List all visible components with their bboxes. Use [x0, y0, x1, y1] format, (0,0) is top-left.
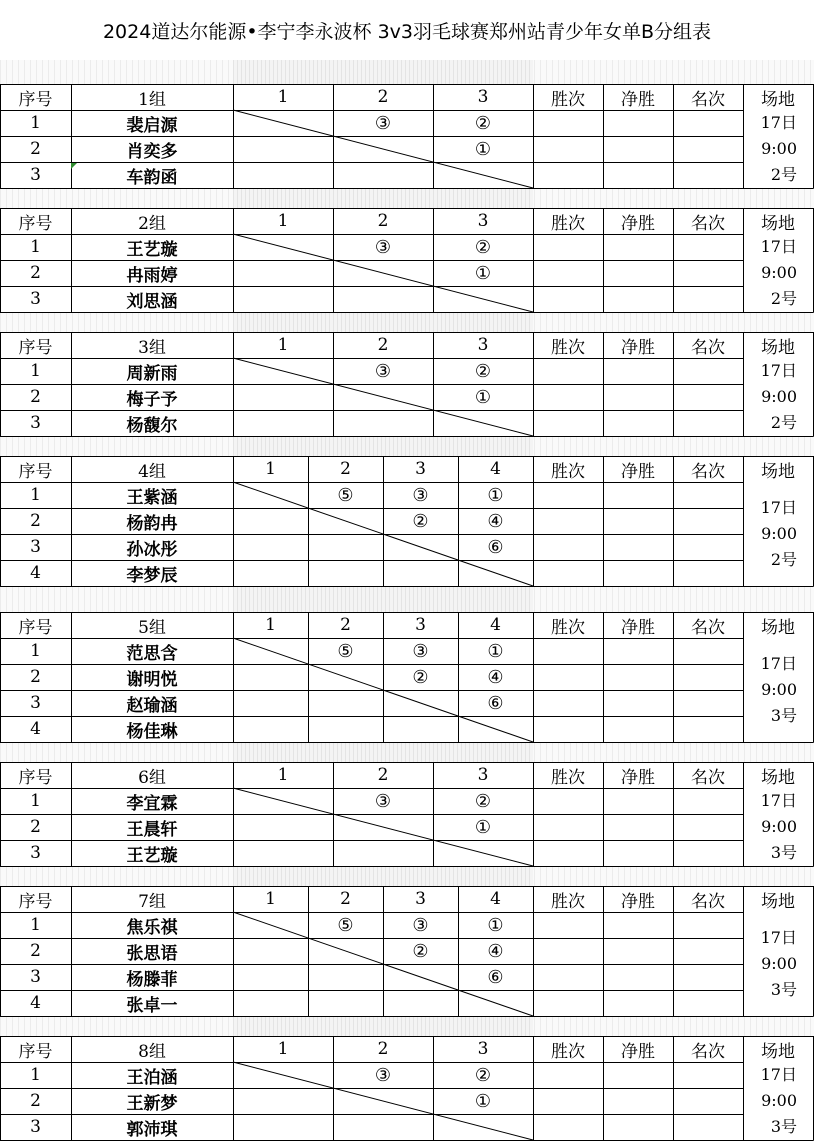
- header-rank: 名次: [691, 213, 725, 234]
- header-net: 净胜: [621, 337, 655, 358]
- header-col-1: 1: [277, 1039, 289, 1059]
- player-name: 焦乐祺: [126, 917, 178, 938]
- player-name: 赵瑜涵: [126, 695, 178, 716]
- group-label: 3组: [138, 337, 166, 358]
- header-venue: 场地: [761, 767, 795, 788]
- sheet-gap: [0, 867, 814, 886]
- header-col-3: 3: [477, 335, 489, 355]
- sheet-gap-mid: [233, 1017, 533, 1036]
- player-seq: 1: [30, 641, 41, 661]
- header-col-2: 2: [377, 765, 389, 785]
- match-order: ③: [412, 640, 429, 662]
- player-seq: 4: [30, 563, 41, 583]
- group-label: 7组: [138, 891, 166, 912]
- header-venue: 场地: [761, 213, 795, 234]
- match-order: ②: [474, 236, 492, 258]
- header-col-2: 2: [377, 335, 389, 355]
- header-net: 净胜: [621, 89, 655, 110]
- player-seq: 3: [30, 693, 41, 713]
- player-name: 刘思涵: [126, 291, 178, 312]
- venue-time: 9:00: [761, 817, 797, 836]
- match-order: ③: [374, 112, 392, 134]
- header-wins: 胜次: [551, 213, 585, 234]
- player-name: 范思含: [126, 643, 178, 664]
- group-table-8: [0, 1036, 814, 1141]
- player-name: 张思语: [126, 943, 178, 964]
- match-order: ④: [487, 666, 504, 688]
- header-seq: 序号: [18, 89, 53, 110]
- player-seq: 1: [30, 113, 41, 133]
- header-seq: 序号: [18, 213, 53, 234]
- header-rank: 名次: [691, 767, 725, 788]
- match-order: ⑤: [337, 914, 354, 936]
- header-rank: 名次: [691, 1041, 725, 1062]
- header-col-3: 3: [477, 1039, 489, 1059]
- venue-cell: [743, 788, 813, 866]
- player-seq: 1: [30, 915, 41, 935]
- header-col-1: 1: [277, 335, 289, 355]
- player-name: 裴启源: [126, 115, 178, 136]
- header-rank: 名次: [691, 337, 725, 358]
- match-order: ②: [474, 112, 492, 134]
- header-seq: 序号: [18, 1041, 53, 1062]
- group-table-4: [0, 456, 814, 587]
- header-venue: 场地: [761, 1041, 795, 1062]
- player-name: 杨滕菲: [126, 969, 178, 990]
- header-seq: 序号: [18, 767, 53, 788]
- sheet-gap-mid: [233, 60, 533, 84]
- match-order: ③: [412, 914, 429, 936]
- sheet-gap: [0, 313, 814, 332]
- player-seq: 3: [30, 537, 41, 557]
- header-wins: 胜次: [551, 1041, 585, 1062]
- sheet-gap: [0, 60, 814, 84]
- match-order: ②: [474, 1064, 492, 1086]
- player-name: 冉雨婷: [126, 265, 178, 286]
- sheet-gap-mid: [233, 437, 533, 456]
- match-order: ①: [474, 1090, 492, 1112]
- header-col-3: 3: [415, 615, 426, 635]
- header-rank: 名次: [691, 461, 725, 482]
- venue-time: 9:00: [761, 139, 797, 158]
- player-seq: 1: [30, 485, 41, 505]
- match-order: ①: [487, 484, 504, 506]
- venue-cell: [743, 234, 813, 312]
- match-order: ③: [374, 360, 392, 382]
- header-wins: 胜次: [551, 89, 585, 110]
- header-net: 净胜: [621, 213, 655, 234]
- player-seq: 2: [30, 667, 41, 687]
- header-col-2: 2: [340, 615, 351, 635]
- header-seq: 序号: [18, 337, 53, 358]
- group-table-3: [0, 332, 814, 437]
- header-wins: 胜次: [551, 617, 585, 638]
- player-name: 孙冰彤: [126, 539, 178, 560]
- header-col-4: 4: [490, 615, 501, 635]
- player-seq: 3: [30, 967, 41, 987]
- header-col-2: 2: [377, 1039, 389, 1059]
- player-name: 杨馥尔: [126, 415, 178, 436]
- header-seq: 序号: [18, 461, 53, 482]
- venue-time: 9:00: [761, 524, 797, 543]
- match-order: ④: [487, 510, 504, 532]
- player-name: 杨韵冉: [126, 513, 178, 534]
- match-order: ②: [474, 360, 492, 382]
- header-col-4: 4: [490, 459, 501, 479]
- venue-time: 9:00: [761, 954, 797, 973]
- player-seq: 2: [30, 941, 41, 961]
- venue-cell: [743, 1062, 813, 1140]
- player-name: 王艺璇: [126, 845, 178, 866]
- match-order: ②: [412, 940, 429, 962]
- header-venue: 场地: [761, 891, 795, 912]
- sheet-gap: [0, 1017, 814, 1036]
- player-seq: 3: [30, 165, 41, 185]
- player-name: 王紫涵: [126, 487, 178, 508]
- header-wins: 胜次: [551, 891, 585, 912]
- match-order: ③: [374, 236, 392, 258]
- group-label: 2组: [138, 213, 166, 234]
- group-table-7: [0, 886, 814, 1017]
- header-col-1: 1: [277, 211, 289, 231]
- match-order: ④: [487, 940, 504, 962]
- player-seq: 2: [30, 511, 41, 531]
- player-name: 杨佳琳: [126, 721, 178, 742]
- player-name: 李梦辰: [126, 565, 178, 586]
- venue-cell: [743, 638, 813, 742]
- sheet-gap: [0, 587, 814, 612]
- match-order: ③: [374, 1064, 392, 1086]
- player-seq: 1: [30, 361, 41, 381]
- group-label: 5组: [138, 617, 166, 638]
- player-name: 肖奕多: [126, 141, 178, 162]
- player-name: 李宜霖: [126, 793, 178, 814]
- header-col-3: 3: [477, 765, 489, 785]
- player-name: 王艺璇: [126, 239, 178, 260]
- venue-court: 3号: [770, 843, 797, 862]
- player-seq: 2: [30, 387, 41, 407]
- venue-court: 3号: [770, 1117, 797, 1136]
- venue-court: 2号: [770, 289, 797, 308]
- header-venue: 场地: [761, 89, 795, 110]
- player-seq: 3: [30, 413, 41, 433]
- header-seq: 序号: [18, 617, 53, 638]
- header-col-1: 1: [265, 889, 276, 909]
- player-name: 王泊涵: [126, 1067, 178, 1088]
- venue-cell: [743, 358, 813, 436]
- header-col-2: 2: [377, 211, 389, 231]
- header-net: 净胜: [621, 1041, 655, 1062]
- header-col-1: 1: [277, 765, 289, 785]
- page-title: 2024道达尔能源•李宁李永波杯 3v3羽毛球赛郑州站青少年女单B分组表: [102, 21, 712, 43]
- header-net: 净胜: [621, 891, 655, 912]
- player-seq: 4: [30, 719, 41, 739]
- header-venue: 场地: [761, 337, 795, 358]
- player-name: 谢明悦: [126, 669, 178, 690]
- header-wins: 胜次: [551, 461, 585, 482]
- match-order: ②: [412, 510, 429, 532]
- header-col-3: 3: [415, 459, 426, 479]
- venue-time: 9:00: [761, 263, 797, 282]
- header-rank: 名次: [691, 891, 725, 912]
- match-order: ③: [412, 484, 429, 506]
- player-seq: 2: [30, 139, 41, 159]
- venue-day: 17日: [760, 791, 797, 810]
- header-col-3: 3: [415, 889, 426, 909]
- venue-day: 17日: [760, 1065, 797, 1084]
- venue-day: 17日: [760, 113, 797, 132]
- venue-cell: [743, 482, 813, 586]
- group-label: 6组: [138, 767, 166, 788]
- match-order: ①: [487, 914, 504, 936]
- match-order: ⑥: [487, 966, 504, 988]
- sheet-gap-mid: [233, 743, 533, 762]
- header-seq: 序号: [18, 891, 53, 912]
- venue-court: 2号: [770, 550, 797, 569]
- cell-comment-marker: [71, 163, 77, 169]
- player-seq: 4: [30, 993, 41, 1013]
- match-order: ⑥: [487, 692, 504, 714]
- venue-time: 9:00: [761, 1091, 797, 1110]
- venue-day: 17日: [760, 654, 797, 673]
- header-net: 净胜: [621, 617, 655, 638]
- group-label: 8组: [138, 1041, 166, 1062]
- player-name: 王晨轩: [126, 819, 178, 840]
- match-order: ①: [474, 386, 492, 408]
- player-seq: 2: [30, 1091, 41, 1111]
- sheet-gap-mid: [233, 189, 533, 208]
- venue-court: 3号: [770, 980, 797, 999]
- sheet-gap-mid: [233, 587, 533, 612]
- group-table-1: [0, 84, 814, 189]
- header-col-3: 3: [477, 211, 489, 231]
- sheet-gap: [0, 189, 814, 208]
- match-order: ⑤: [337, 484, 354, 506]
- player-name: 张卓一: [126, 995, 178, 1016]
- venue-cell: [743, 912, 813, 1016]
- header-venue: 场地: [761, 617, 795, 638]
- header-wins: 胜次: [551, 767, 585, 788]
- venue-day: 17日: [760, 498, 797, 517]
- match-order: ①: [474, 262, 492, 284]
- match-order: ⑤: [337, 640, 354, 662]
- player-seq: 2: [30, 817, 41, 837]
- sheet-gap: [0, 437, 814, 456]
- venue-cell: [743, 110, 813, 188]
- group-table-6: [0, 762, 814, 867]
- match-order: ③: [374, 790, 392, 812]
- header-col-1: 1: [265, 615, 276, 635]
- group-label: 1组: [138, 89, 166, 110]
- header-col-1: 1: [277, 87, 289, 107]
- venue-time: 9:00: [761, 680, 797, 699]
- header-wins: 胜次: [551, 337, 585, 358]
- venue-day: 17日: [760, 361, 797, 380]
- venue-court: 2号: [770, 165, 797, 184]
- header-col-2: 2: [340, 889, 351, 909]
- venue-day: 17日: [760, 928, 797, 947]
- group-label: 4组: [138, 461, 166, 482]
- header-col-2: 2: [377, 87, 389, 107]
- match-order: ①: [474, 138, 492, 160]
- header-col-3: 3: [477, 87, 489, 107]
- player-seq: 1: [30, 237, 41, 257]
- match-order: ②: [412, 666, 429, 688]
- venue-court: 2号: [770, 413, 797, 432]
- header-venue: 场地: [761, 461, 795, 482]
- sheet-gap-mid: [233, 867, 533, 886]
- header-col-4: 4: [490, 889, 501, 909]
- player-seq: 2: [30, 263, 41, 283]
- match-order: ⑥: [487, 536, 504, 558]
- venue-time: 9:00: [761, 387, 797, 406]
- header-col-2: 2: [340, 459, 351, 479]
- match-order: ①: [474, 816, 492, 838]
- sheet-gap-mid: [233, 313, 533, 332]
- header-net: 净胜: [621, 767, 655, 788]
- player-seq: 1: [30, 791, 41, 811]
- player-name: 周新雨: [126, 363, 178, 384]
- group-table-5: [0, 612, 814, 743]
- player-name: 梅子予: [126, 389, 178, 410]
- sheet-gap: [0, 743, 814, 762]
- match-order: ①: [487, 640, 504, 662]
- player-seq: 3: [30, 289, 41, 309]
- player-name: 王新梦: [126, 1093, 178, 1114]
- match-order: ②: [474, 790, 492, 812]
- header-rank: 名次: [691, 617, 725, 638]
- venue-day: 17日: [760, 237, 797, 256]
- player-seq: 1: [30, 1065, 41, 1085]
- player-name: 车韵函: [126, 167, 178, 188]
- player-name: 郭沛琪: [126, 1119, 178, 1140]
- venue-court: 3号: [770, 706, 797, 725]
- group-table-2: [0, 208, 814, 313]
- player-seq: 3: [30, 1117, 41, 1137]
- header-col-1: 1: [265, 459, 276, 479]
- header-rank: 名次: [691, 89, 725, 110]
- player-seq: 3: [30, 843, 41, 863]
- header-net: 净胜: [621, 461, 655, 482]
